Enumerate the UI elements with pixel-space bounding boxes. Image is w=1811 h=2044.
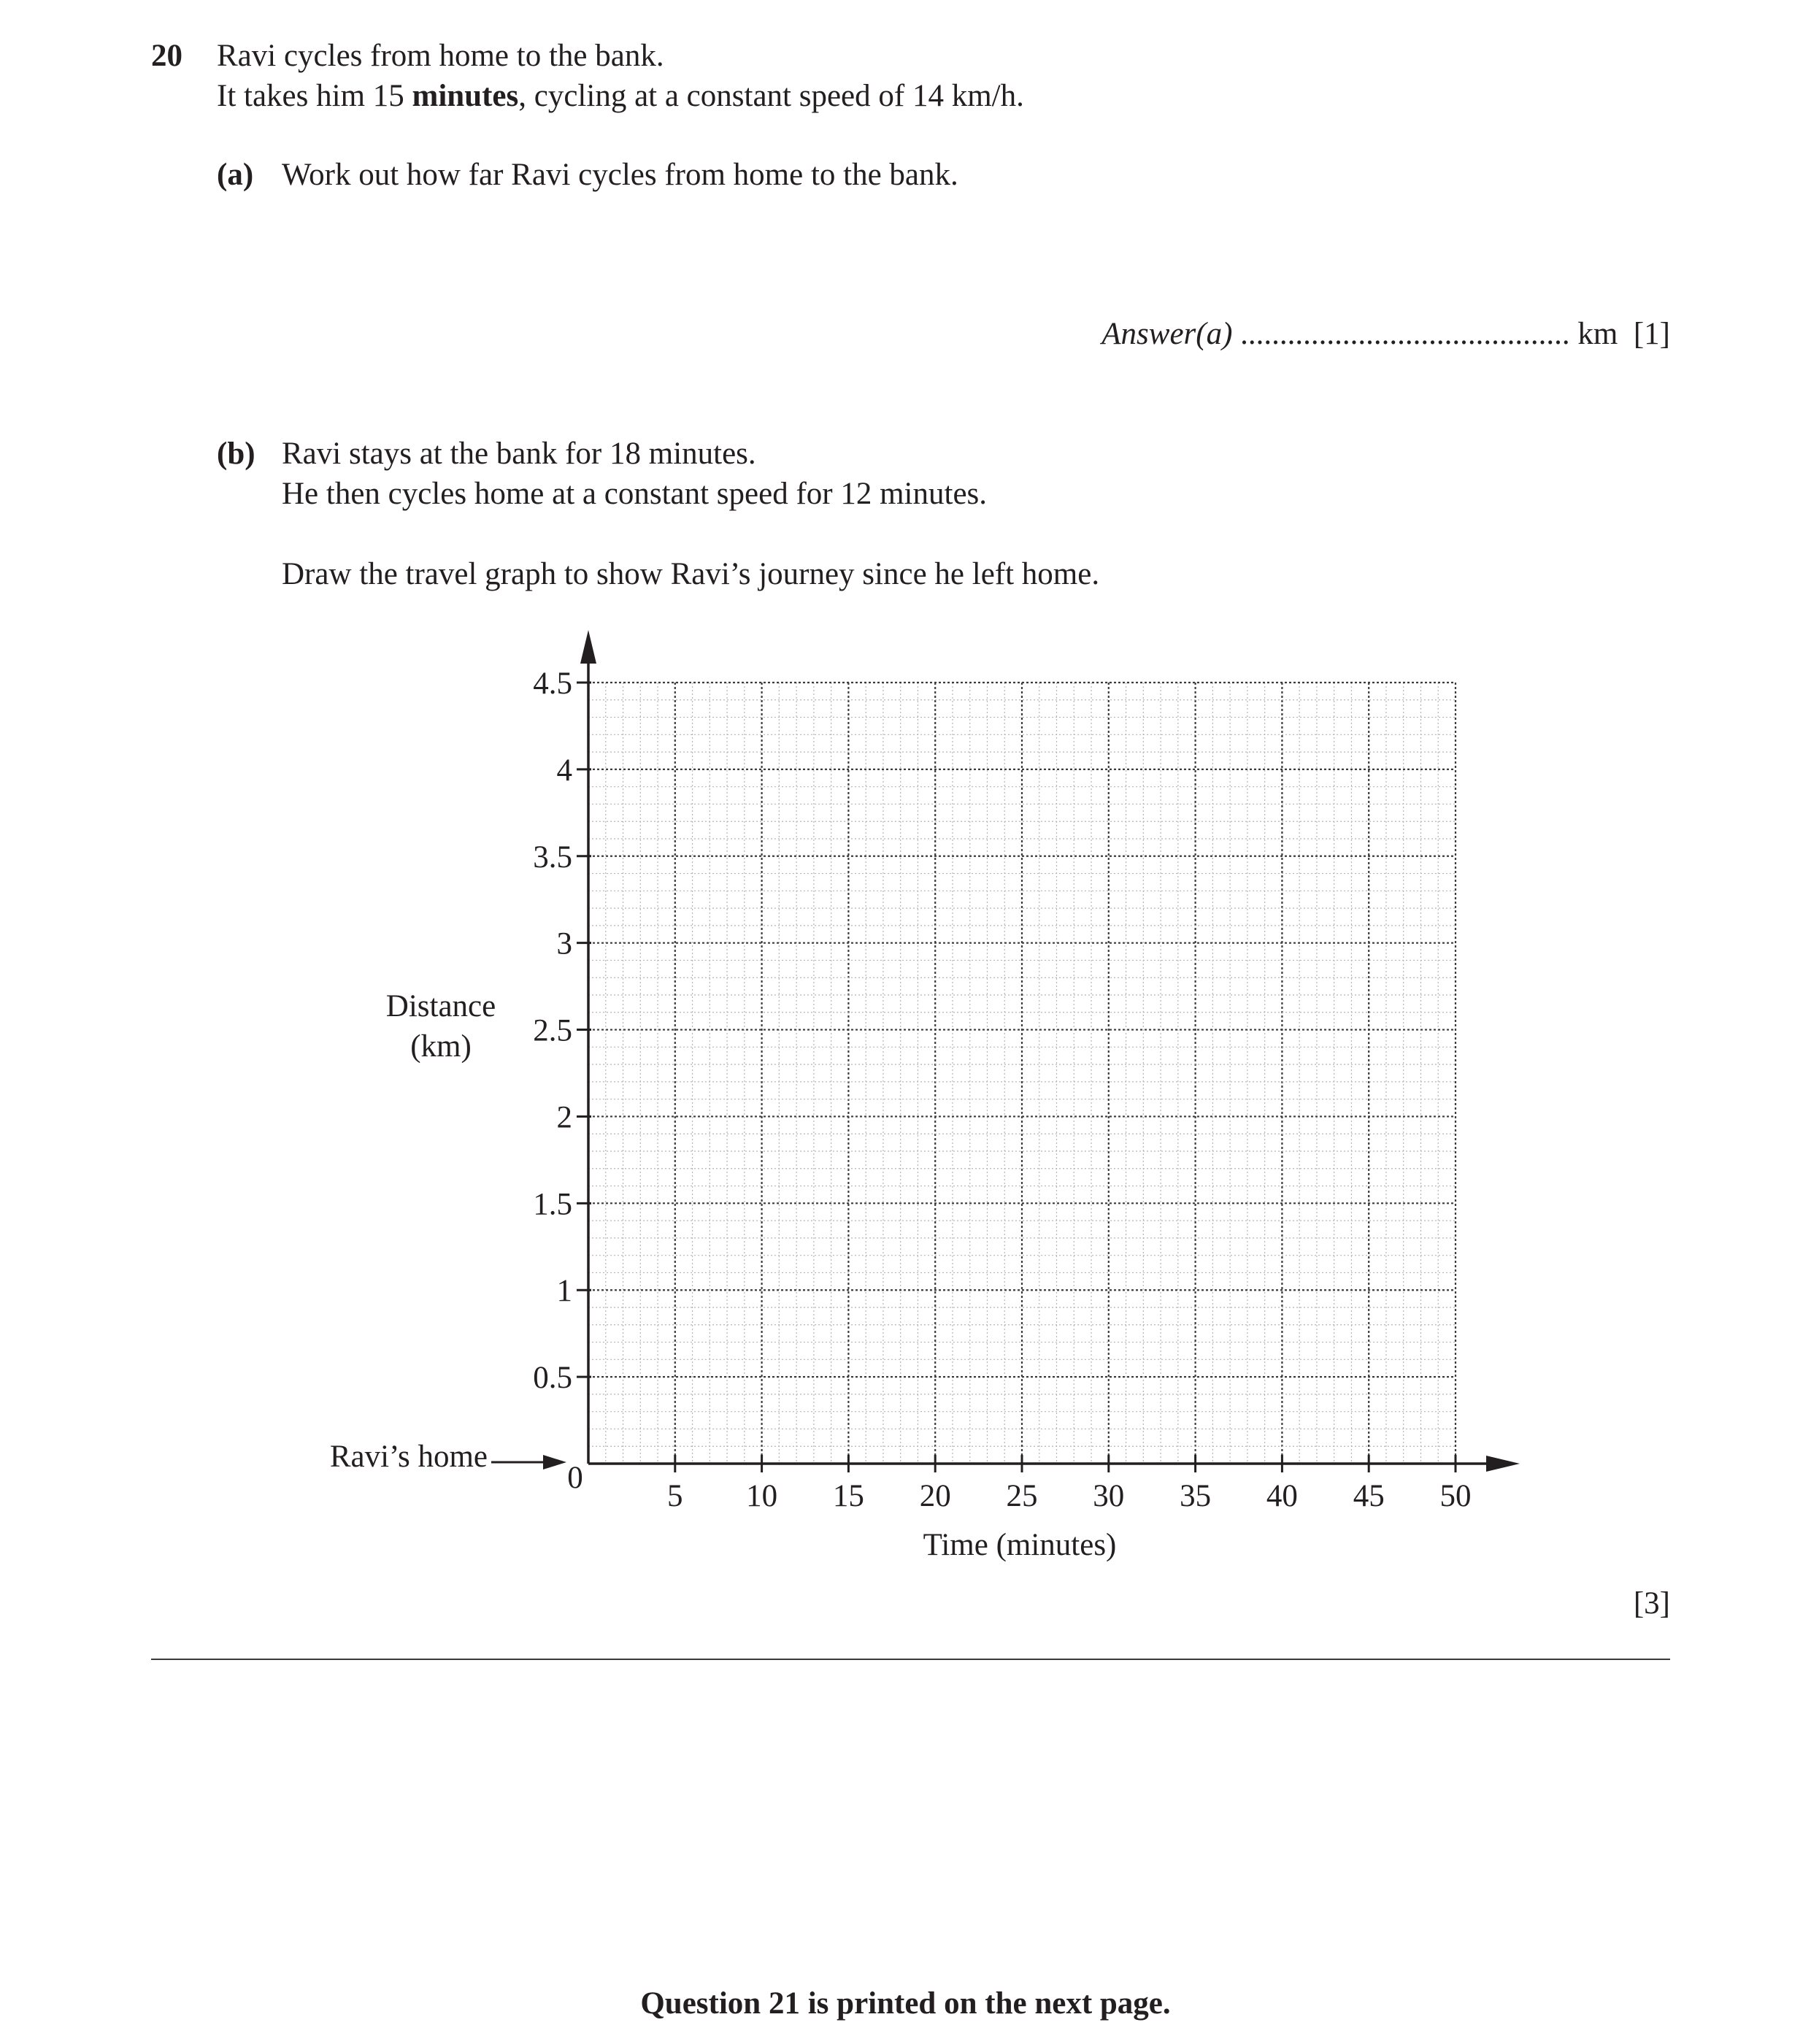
origin-label: 0	[567, 1461, 583, 1495]
answer-a-unit: km	[1577, 317, 1618, 351]
x-tick-label: 10	[746, 1479, 778, 1513]
next-page-notice: Question 21 is printed on the next page.	[640, 1986, 1171, 2021]
graph-grid	[588, 683, 1456, 1464]
graph-axes	[491, 630, 1520, 1472]
home-annotation: Ravi’s home	[329, 1440, 488, 1474]
x-axis-label: Time (minutes)	[923, 1528, 1117, 1562]
y-tick-label: 4.5	[533, 666, 572, 701]
x-axis-arrow	[1486, 1456, 1520, 1472]
y-axis-arrow	[580, 630, 596, 664]
part-b-instruction: Draw the travel graph to show Ravi’s journey since he left home.	[282, 557, 1100, 591]
home-arrow-head	[543, 1455, 566, 1469]
y-tick-label: 0.5	[533, 1361, 572, 1396]
part-a-text: Work out how far Ravi cycles from home to the bank.	[282, 158, 958, 192]
y-tick-label: 1.5	[533, 1187, 572, 1222]
question-number: 20	[151, 39, 182, 73]
part-b-label: (b)	[217, 437, 255, 471]
question-line-1: Ravi cycles from home to the bank.	[217, 39, 664, 73]
x-tick-label: 30	[1093, 1479, 1125, 1513]
x-tick-label: 25	[1006, 1479, 1038, 1513]
y-tick-label: 4	[556, 753, 572, 788]
part-a-label: (a)	[217, 158, 254, 192]
y-tick-label: 2.5	[533, 1013, 572, 1048]
x-tick-label: 15	[832, 1479, 864, 1513]
answer-a-field[interactable]: ..........................................	[1240, 317, 1570, 351]
y-tick-label: 3	[556, 926, 572, 961]
x-tick-label: 20	[919, 1479, 951, 1513]
x-tick-label: 50	[1439, 1479, 1472, 1513]
x-tick-label: 40	[1266, 1479, 1298, 1513]
section-divider	[151, 1659, 1670, 1660]
part-b-line-1: Ravi stays at the bank for 18 minutes.	[282, 437, 756, 471]
part-b-line-2: He then cycles home at a constant speed for 12 minutes.	[282, 477, 988, 511]
question-line-2-start: It takes him 15	[217, 79, 412, 113]
part-b-marks: [3]	[1633, 1586, 1670, 1621]
x-tick-label: 35	[1180, 1479, 1212, 1513]
answer-a-label: Answer(a)	[1101, 317, 1233, 351]
y-tick-label: 1	[556, 1274, 572, 1309]
graph-ticks	[533, 666, 1471, 1513]
graph-labels	[330, 989, 1117, 1562]
question-line-2-end: , cycling at a constant speed of 14 km/h.	[518, 79, 1024, 113]
y-axis-label-line-1: Distance	[385, 989, 496, 1023]
y-tick-label: 2	[556, 1100, 572, 1135]
y-axis-label-line-2: (km)	[410, 1029, 472, 1064]
x-tick-label: 45	[1353, 1479, 1385, 1513]
question-line-2-bold: minutes	[412, 79, 519, 113]
answer-a-marks: [1]	[1633, 317, 1670, 351]
x-tick-label: 5	[667, 1479, 683, 1513]
y-tick-label: 3.5	[533, 840, 572, 875]
